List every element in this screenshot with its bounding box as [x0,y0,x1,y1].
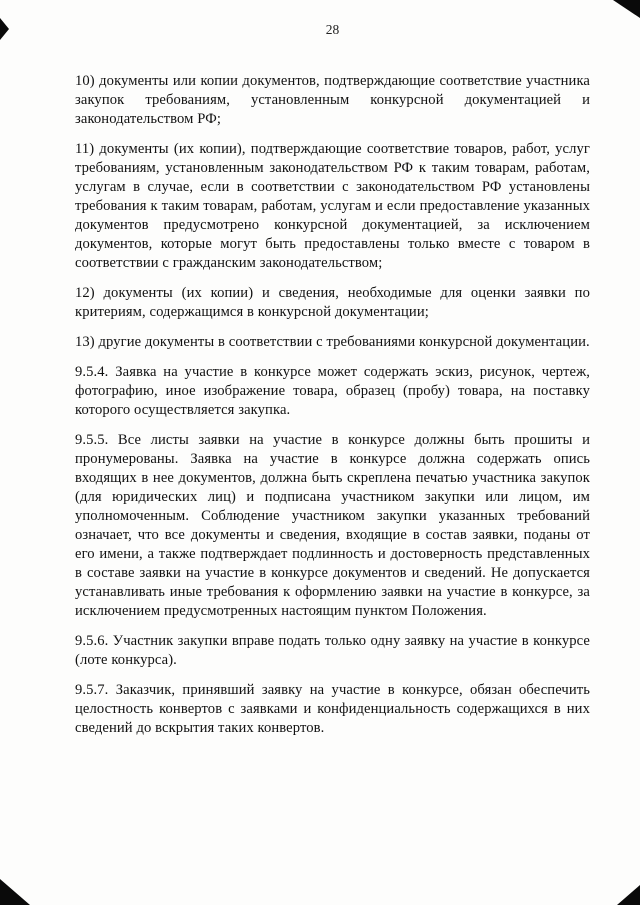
scan-artifact-top-left-icon [0,18,9,40]
paragraph: 9.5.6. Участник закупки вправе подать только одну заявку на участие в конкурсе (лоте конкурса). [75,633,590,668]
paragraph: 12) документы (их копии) и сведения, необходимые для оценки заявки по критериям, содержащимся в конкурсной документации; [75,285,590,320]
paragraph: 9.5.4. Заявка на участие в конкурсе может содержать эскиз, рисунок, чертеж, фотографию, иное изображение товара, образец (пробу) товара, на поставку которого осуществляется закупка. [75,364,590,418]
paragraph: 13) другие документы в соответствии с требованиями конкурсной документации. [75,334,590,350]
page-number: 28 [325,22,340,37]
document-body [75,72,590,738]
paragraph: 9.5.5. Все листы заявки на участие в конкурсе должны быть прошиты и пронумерованы. Заявка на участие в конкурсе должна содержать опись входящих в нее документов, должна быть скреплена печатью участника закупок (для юридических лиц) и подписана участником закупки или лицом, им уполномоченным. Соблюдение участником закупки указанных требований означает, что все документы и сведения, входящие в состав заявки, поданы от его имени, а также подтверждает подлинность и достоверность представленных в составе заявки на участие в конкурсе документов и сведений. Не допускается устанавливать иные требования к оформлению заявки на участие в конкурсе, за исключением предусмотренных настоящим пунктом Положения. [75,432,590,619]
paragraph: 11) документы (их копии), подтверждающие соответствие товаров, работ, услуг требованиям, установленным законодательством РФ к таким товарам, работам, услугам в случае, если в соответствии с законодательством РФ установлены требования к таким товарам, работам, услугам и если предоставление указанных документов предусмотрено конкурсной документацией, за исключением документов, которые могут быть предоставлены только вместе с товаром в соответствии с гражданским законодательством; [75,141,590,271]
scan-artifact-bottom-right-icon [617,885,640,905]
scan-artifact-bottom-left-icon [0,879,30,905]
scan-artifact-top-right-icon [613,0,640,18]
paragraph: 10) документы или копии документов, подтверждающие соответствие участника закупок требованиям, установленным конкурсной документацией и законодательством РФ; [75,73,590,127]
paragraph: 9.5.7. Заказчик, принявший заявку на участие в конкурсе, обязан обеспечить целостность конвертов с заявками и конфиденциальность содержащихся в них сведений до вскрытия таких конвертов. [75,682,590,736]
